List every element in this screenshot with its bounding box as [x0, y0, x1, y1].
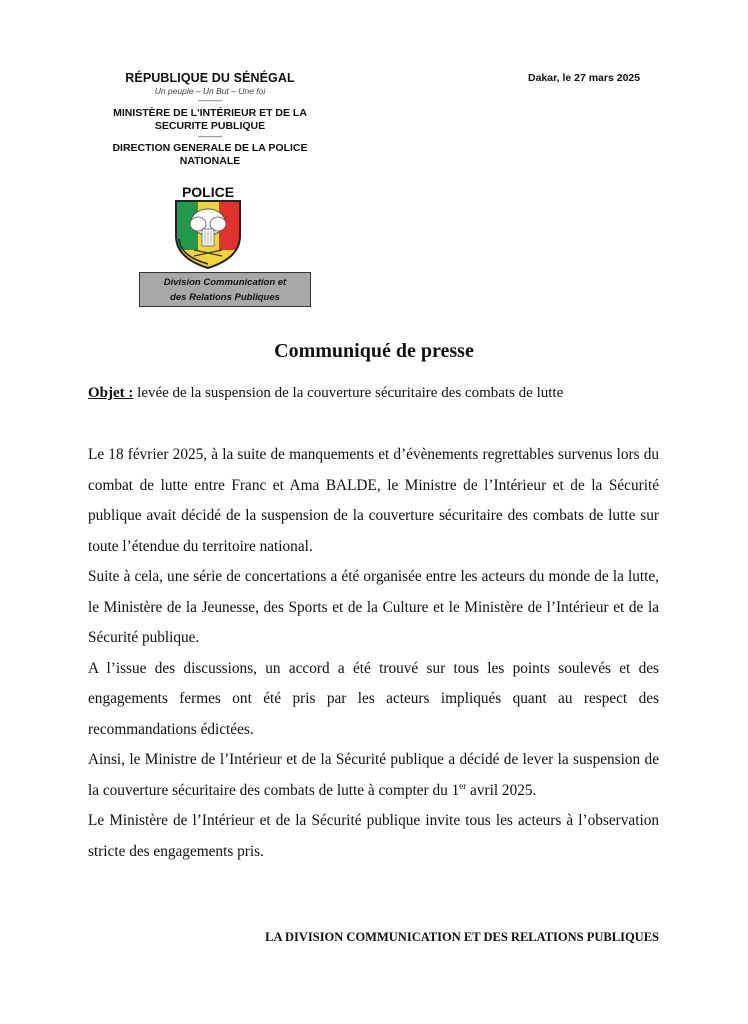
paragraph-text: avril 2025.: [466, 781, 537, 799]
paragraph: Le 18 février 2025, à la suite de manquements et d’évènements regrettables survenus lors du combat de lutte entre Franc et Ama BALDE, le Ministre de l’Intérieur et de la Sécurité publique avait décidé de la suspension de la couverture sécuritaire des combats de lutte sur toute l’étendue du territoire national.: [88, 446, 659, 555]
national-motto: Un peuple – Un But – Une foi: [154, 86, 266, 96]
police-emblem-icon: [168, 184, 248, 270]
separator: -----------: [198, 96, 222, 105]
ministry-name: MINISTÈRE DE L'INTÉRIEUR ET DE LA SECURITE PUBLIQUE: [113, 107, 307, 132]
paragraph: [88, 745, 659, 806]
division-label-box: [139, 272, 311, 307]
document-body: [88, 440, 659, 867]
division-line-2: des Relations Publiques: [170, 292, 280, 303]
document-date: Dakar, le 27 mars 2025: [528, 72, 641, 84]
paragraph: Suite à cela, une série de concertations a été organisée entre les acteurs du monde de la lutte, le Ministère de la Jeunesse, des Sports et de la Culture et le Ministère de l’Intérieur et de la Sécurité publique.: [88, 568, 659, 646]
separator: -----------: [198, 132, 222, 141]
country-name: RÉPUBLIQUE DU SÉNÉGAL: [125, 71, 295, 85]
emblem-text: POLICE: [181, 184, 235, 200]
direction-name: DIRECTION GENERALE DE LA POLICE NATIONALE: [112, 142, 308, 167]
document-title: Communiqué de presse: [274, 340, 474, 362]
ordinal-suffix: er: [459, 780, 467, 791]
subject-text: levée de la suspension de la couverture sécuritaire des combats de lutte: [133, 385, 564, 401]
paragraph: Le Ministère de l’Intérieur et de la Sécurité publique invite tous les acteurs à l’observation stricte des engagements pris.: [88, 812, 659, 860]
paragraph-text: Ainsi, le Ministre de l’Intérieur et de la Sécurité publique a décidé de lever la suspension de la couverture sécuritaire des combats de lutte à compter du 1: [88, 751, 659, 799]
division-line-1: Division Communication et: [163, 277, 287, 288]
subject-label: Objet :: [88, 385, 134, 401]
subject-line: [88, 385, 563, 402]
letterhead: [90, 70, 330, 168]
paragraph: A l’issue des discussions, un accord a été trouvé sur tous les points soulevés et des engagements fermes ont été pris par les acteurs impliqués quant au respect des recommandations édictées.: [88, 659, 659, 738]
signature: LA DIVISION COMMUNICATION ET DES RELATIONS PUBLIQUES: [265, 930, 659, 944]
